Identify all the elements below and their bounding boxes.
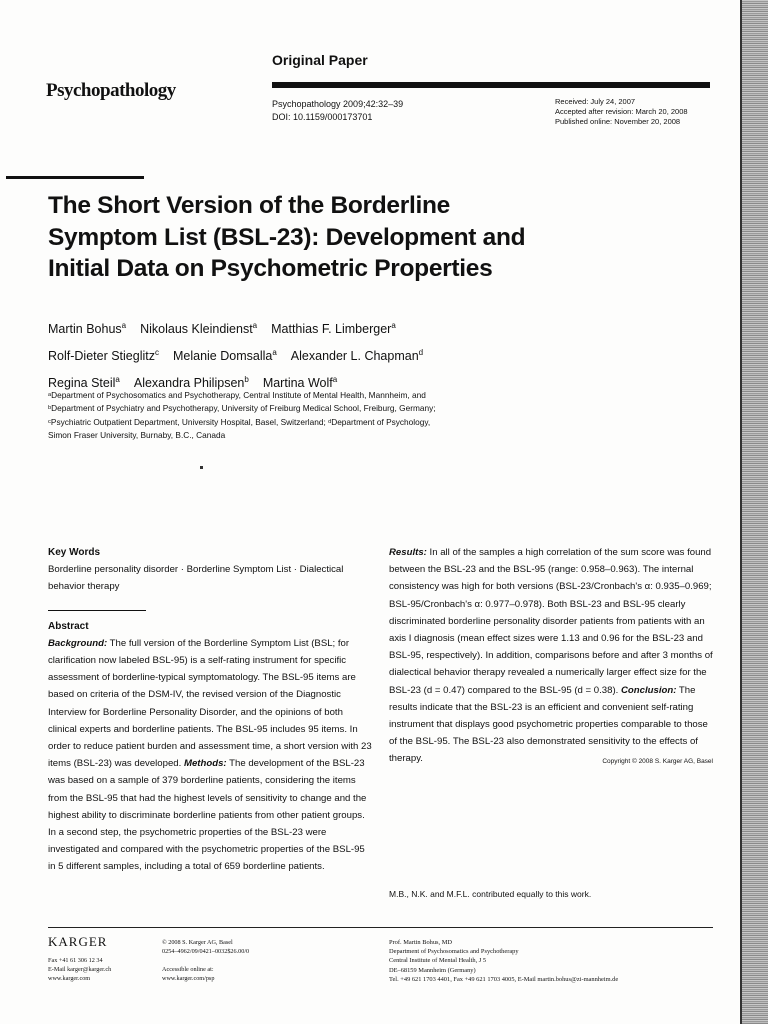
accepted-date: Accepted after revision: March 20, 2008 [555, 107, 688, 116]
title-rule [6, 176, 144, 179]
footer-rule [48, 927, 713, 928]
corr-contact: Tel. +49 621 1703 4401, Fax +49 621 1703 4005, E-Mail martin.bohus@zi-mannheim.de [389, 975, 619, 983]
conclusion-label: Conclusion: [620, 684, 677, 696]
published-date: Published online: November 20, 2008 [555, 117, 681, 126]
author-name: Melanie Domsalla$^a$ [172, 348, 277, 364]
author-name: Regina Steil$^a$ [48, 375, 120, 391]
journal-name: Psychopathology [46, 80, 176, 101]
corr-city: DE–68159 Mannheim (Germany) [389, 966, 476, 974]
abstract-heading: Abstract [48, 620, 89, 632]
paper-title [48, 190, 648, 285]
publisher-contact [48, 956, 111, 983]
abstract-left-text [48, 635, 374, 876]
right-column [389, 544, 713, 771]
author-name: Martin Bohus$^a$ [48, 321, 127, 337]
corr-inst: Central Institute of Mental Health, J 5 [389, 957, 487, 965]
author-name: Martina Wolf$^a$ [262, 375, 338, 391]
keywords-text: Borderline personality disorder · Borderline Symptom List · Dialectical behavior therapy [48, 564, 344, 593]
corr-dept: Department of Psychosomatics and Psychotherapy [389, 948, 519, 956]
methods-label: Methods: [183, 758, 227, 770]
contribution-note: M.B., N.K. and M.F.L. contributed equally to this work. [389, 889, 592, 899]
issn: 0254–4962/09/0421–0032$26.00/0 [162, 948, 250, 955]
doi: DOI: 10.1159/000173701 [272, 112, 373, 122]
results-text: In all of the samples a high correlation of the sum score was found between the BSL-23 and the BSL-95 (range: 0.958–0.963). The internal consistency was high for both versions (BSL-23/Cronbach's α: 0.935–0.969; BSL-95/Cronbach's α: 0.977–0.978). Both BSL-23 and BSL-95 clearly discriminated borderline personality disorder patients from patients with an axis I diagnosis (mean effect sizes were 1.13 and 0.96 for the BSL-23 and BSL-95, respectively). In addition, comparisons before and after 3 months of dialectical behavior therapy revealed a numerically larger effect size for the BSL-23 (d = 0.47) compared to the BSL-95 (d = 0.38). [389, 547, 713, 696]
footer-copyright: © 2008 S. Karger AG, Basel [162, 939, 233, 946]
methods-text: The development of the BSL-23 was based on a sample of 379 borderline patients, considering the items from the BSL-95 that had the highest levels of sensitivity to change and the highest ability to discriminate borderline patients from other patient groups. In a second step, the psychometric properties of the BSL-23 were investigated and compared with the psychometric properties of the BSL-95 in 5 different samples, including a total of 659 borderline patients. [48, 758, 367, 873]
copyright-note: Copyright © 2008 S. Karger AG, Basel [602, 758, 713, 766]
affiliation-line: Simon Fraser University, Burnaby, B.C., Canada [48, 430, 226, 441]
received-date: Received: July 24, 2007 [555, 97, 636, 106]
header-rule [272, 82, 710, 88]
publisher-email: E-Mail karger@karger.ch [48, 966, 112, 973]
background-label: Background: [48, 637, 108, 649]
online-label: Accessible online at: [162, 966, 214, 973]
author-row [48, 341, 437, 368]
author-name: Alexandra Philipsen$^b$ [133, 375, 249, 391]
scan-edge [740, 0, 768, 1024]
copyright-block [162, 938, 249, 983]
publisher-logo: KARGER [48, 934, 108, 949]
author-row [48, 314, 437, 341]
author-name: Matthias F. Limberger$^a$ [271, 321, 396, 337]
section-rule [48, 610, 146, 611]
affiliation-line: ᶜPsychiatric Outpatient Department, University Hospital, Basel, Switzerland; ᵈDepartment of Psychology, [48, 416, 431, 427]
citation: Psychopathology 2009;42:32–39 [272, 99, 404, 109]
publisher-fax: Fax +41 61 306 12 34 [48, 957, 103, 964]
keywords-heading: Key Words [48, 547, 101, 558]
correspondence-block [389, 938, 618, 984]
background-text: The full version of the Borderline Symptom List (BSL; for clarification now labeled BSL-95) is a self-rating instrument for specific assessment of borderline-typical symptomatology. The BSL-95 items are based on criteria of the DSM-IV, the revised version of the Diagnostic Interview for Borderline Personality Disorder, and the opinions of both clinical experts and borderline patients. The BSL-95 includes 95 items. In order to reduce patient burden and assessment time, a short version with 23 items (BSL-23) was developed. [48, 637, 372, 770]
results-label: Results: [389, 547, 427, 558]
author-name: Rolf-Dieter Stieglitz$^c$ [48, 348, 159, 364]
author-name: Alexander L. Chapman$^d$ [290, 348, 424, 364]
affiliations [48, 389, 588, 443]
dates-block [555, 97, 688, 127]
article-type: Original Paper [272, 52, 368, 68]
citation-block [272, 98, 403, 124]
title-line: The Short Version of the Borderline [48, 192, 450, 219]
affiliation-line: ᵇDepartment of Psychiatry and Psychotherapy, University of Freiburg Medical School, Freiburg, Germany; [48, 403, 436, 414]
online-url: www.karger.com/psp [162, 975, 215, 982]
publisher-web: www.karger.com [48, 975, 91, 982]
title-line: Symptom List (BSL-23): Development and [48, 223, 526, 251]
title-line: Initial Data on Psychometric Properties [48, 255, 493, 282]
scan-speck [200, 466, 203, 469]
left-column [48, 544, 374, 876]
abstract-right-text [389, 544, 713, 768]
author-name: Nikolaus Kleindienst$^a$ [140, 321, 258, 337]
affiliation-line: ᵃDepartment of Psychosomatics and Psychotherapy, Central Institute of Mental Health, Mannheim, and [48, 390, 426, 400]
author-list [48, 314, 437, 395]
corr-name: Prof. Martin Bohus, MD [389, 939, 453, 946]
conclusion-text: The results indicate that the BSL-23 is an efficient and convenient self-rating instrument that displays good psychometric properties comparable to those of the BSL-95. The BSL-23 also demonstrated sensitivity to the effects of therapy. [389, 684, 708, 765]
